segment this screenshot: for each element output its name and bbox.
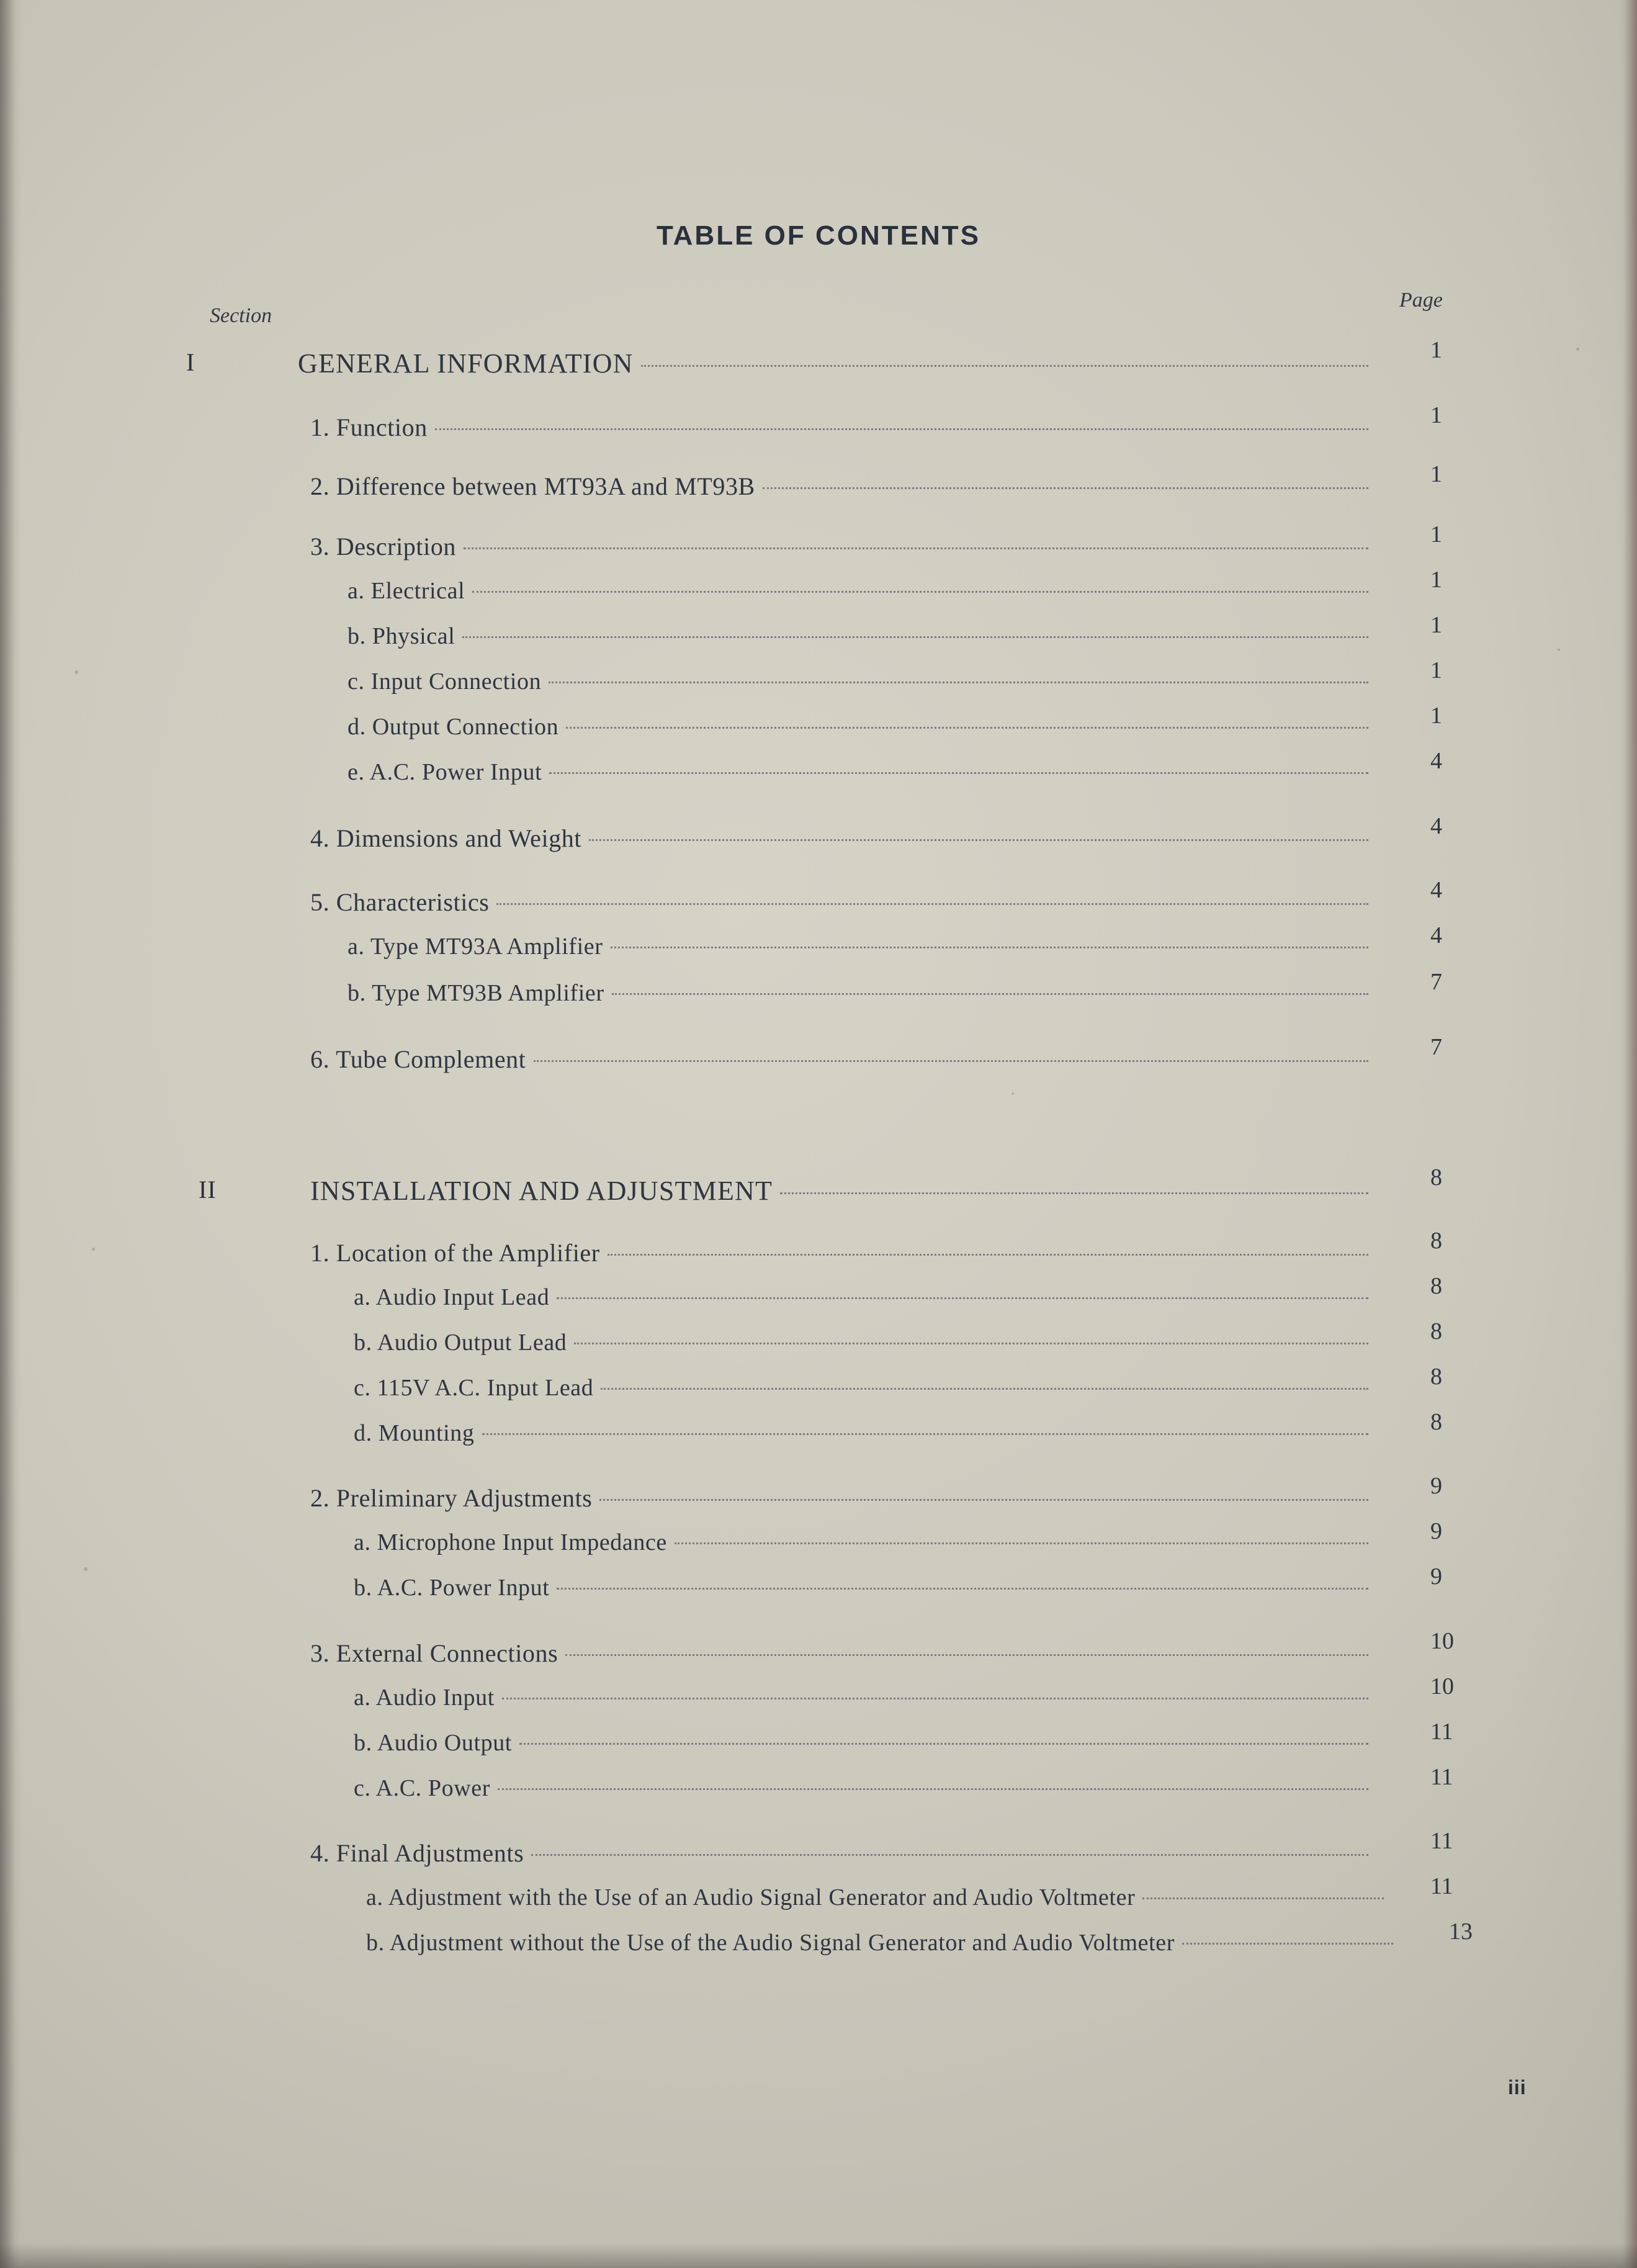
toc-entry[interactable] [310, 1045, 1375, 1074]
toc-entry-page-number: 1 [1430, 337, 1442, 363]
toc-leader-dots [482, 1433, 1368, 1435]
toc-entry-label: GENERAL INFORMATION [298, 348, 634, 379]
toc-leader-dots [763, 487, 1368, 489]
toc-leader-dots [641, 365, 1368, 367]
toc-entry-label: c. 115V A.C. Input Lead [354, 1375, 594, 1401]
toc-entry-label: b. A.C. Power Input [354, 1575, 550, 1601]
toc-leader-dots [496, 903, 1368, 905]
toc-entry-page-number: 1 [1430, 657, 1442, 683]
toc-entry-page-number: 7 [1430, 1034, 1442, 1060]
toc-entry[interactable] [348, 979, 1375, 1007]
toc-entry-page-number: 9 [1430, 1518, 1442, 1544]
toc-entry-label: 4. Final Adjustments [310, 1839, 524, 1867]
toc-entry[interactable] [310, 413, 1375, 442]
toc-leader-dots [557, 1297, 1368, 1299]
toc-leader-dots [612, 993, 1368, 995]
toc-entry[interactable] [354, 1374, 1375, 1402]
toc-entry-page-number: 11 [1430, 1719, 1453, 1745]
toc-entry[interactable] [298, 348, 1375, 379]
toc-entry-page-number: 11 [1430, 1873, 1453, 1899]
toc-entry-page-number: 1 [1430, 461, 1442, 487]
toc-leader-dots [549, 682, 1368, 683]
toc-entry[interactable] [354, 1329, 1375, 1356]
toc-entry-page-number: 9 [1430, 1564, 1442, 1590]
toc-entry[interactable] [348, 933, 1375, 960]
toc-entry-page-number: 1 [1430, 521, 1442, 547]
toc-entry-label: b. Type MT93B Amplifier [348, 980, 604, 1006]
toc-entry-label: b. Audio Output [354, 1730, 512, 1756]
page-title: TABLE OF CONTENTS [657, 220, 980, 251]
toc-leader-dots [611, 947, 1368, 948]
toc-leader-dots [608, 1254, 1368, 1256]
toc-entry-label: a. Microphone Input Impedance [354, 1529, 667, 1555]
toc-entry-page-number: 11 [1430, 1764, 1453, 1790]
toc-leader-dots [557, 1588, 1368, 1590]
page-folio: iii [1508, 2076, 1527, 2099]
toc-entry-label: 1. Function [310, 413, 428, 441]
toc-entry-page-number: 13 [1449, 1919, 1473, 1945]
toc-entry[interactable] [310, 888, 1375, 917]
toc-leader-dots [574, 1343, 1368, 1344]
toc-entry-label: a. Audio Input [354, 1685, 495, 1711]
toc-entry-page-number: 1 [1430, 703, 1442, 729]
toc-entry-page-number: 11 [1430, 1828, 1453, 1854]
toc-leader-dots [498, 1788, 1368, 1790]
toc-leader-dots [534, 1060, 1369, 1062]
toc-entry-label: b. Audio Output Lead [354, 1330, 567, 1356]
toc-entry-label: INSTALLATION AND ADJUSTMENT [310, 1176, 773, 1206]
toc-leader-dots [519, 1743, 1368, 1745]
toc-entry-page-number: 8 [1430, 1164, 1442, 1190]
toc-leader-dots [1142, 1897, 1384, 1899]
toc-entry[interactable] [310, 824, 1375, 853]
toc-leader-dots [566, 727, 1368, 729]
toc-entry[interactable] [354, 1574, 1375, 1601]
toc-leader-dots [472, 591, 1368, 593]
toc-entry-page-number: 8 [1430, 1409, 1442, 1435]
toc-entry-label: 4. Dimensions and Weight [310, 824, 582, 852]
toc-entry[interactable] [310, 1175, 1375, 1207]
toc-entry-page-number: 4 [1430, 813, 1442, 839]
toc-leader-dots [462, 636, 1368, 638]
toc-entry[interactable] [354, 1729, 1375, 1757]
toc-leader-dots [531, 1854, 1368, 1856]
toc-entry-label: d. Output Connection [348, 714, 559, 740]
toc-entry[interactable] [310, 472, 1375, 501]
toc-entry[interactable] [310, 532, 1375, 561]
toc-entry-page-number: 8 [1430, 1364, 1442, 1390]
toc-entry[interactable] [310, 1483, 1375, 1513]
toc-entry[interactable] [354, 1529, 1375, 1556]
toc-entry-page-number: 7 [1430, 969, 1442, 995]
toc-entry[interactable] [366, 1884, 1390, 1911]
toc-entry[interactable] [348, 623, 1375, 650]
toc-entry-label: b. Adjustment without the Use of the Audio Signal Generator and Audio Voltmeter [366, 1930, 1175, 1956]
toc-entry-page-number: 4 [1430, 877, 1442, 903]
toc-section-numeral: II [199, 1176, 217, 1204]
toc-section-numeral: I [186, 348, 195, 376]
toc-entry[interactable] [354, 1684, 1375, 1711]
toc-leader-dots [675, 1542, 1368, 1544]
toc-entry[interactable] [348, 713, 1375, 740]
toc-entry[interactable] [348, 758, 1375, 786]
toc-leader-dots [565, 1654, 1368, 1656]
toc-leader-dots [780, 1192, 1368, 1194]
toc-entry-label: 5. Characteristics [310, 888, 490, 916]
toc-leader-dots [502, 1698, 1368, 1699]
toc-leader-dots [1182, 1943, 1393, 1945]
toc-entry-label: 3. Description [310, 533, 457, 560]
toc-entry-label: a. Audio Input Lead [354, 1284, 550, 1310]
toc-entry[interactable] [310, 1639, 1375, 1668]
toc-entry-page-number: 10 [1430, 1628, 1454, 1654]
toc-entry-page-number: 4 [1430, 922, 1442, 948]
toc-entry-page-number: 1 [1430, 567, 1442, 593]
toc-entry-label: a. Type MT93A Amplifier [348, 934, 603, 960]
toc-entry[interactable] [354, 1420, 1375, 1447]
toc-entry-label: 2. Preliminary Adjustments [310, 1484, 593, 1512]
toc-leader-dots [435, 428, 1368, 430]
toc-leader-dots [464, 547, 1368, 549]
toc-entry-label: a. Adjustment with the Use of an Audio Signal Generator and Audio Voltmeter [366, 1884, 1136, 1910]
toc-entry-page-number: 10 [1430, 1673, 1454, 1699]
toc-leader-dots [549, 772, 1368, 774]
toc-entry-page-number: 9 [1430, 1473, 1442, 1499]
toc-entry-label: b. Physical [348, 623, 455, 649]
column-header-page: Page [1399, 289, 1443, 312]
toc-entry[interactable] [310, 1238, 1375, 1267]
toc-entry[interactable] [348, 577, 1375, 605]
toc-entry-label: e. A.C. Power Input [348, 759, 542, 785]
toc-leader-dots [589, 839, 1368, 841]
toc-entry[interactable] [310, 1838, 1375, 1868]
toc-entry-label: 2. Difference between MT93A and MT93B [310, 472, 755, 500]
toc-entry-page-number: 1 [1430, 612, 1442, 638]
toc-leader-dots [599, 1499, 1368, 1501]
toc-entry-page-number: 8 [1430, 1228, 1442, 1254]
toc-entry-page-number: 1 [1430, 402, 1442, 428]
toc-entry-label: d. Mounting [354, 1420, 475, 1446]
toc-entry-label: 3. External Connections [310, 1639, 558, 1667]
toc-entry-label: c. Input Connection [348, 668, 542, 695]
toc-entry-page-number: 4 [1430, 748, 1442, 774]
toc-entry-label: 1. Location of the Amplifier [310, 1239, 600, 1267]
toc-entry-page-number: 8 [1430, 1318, 1442, 1344]
column-header-section: Section [210, 304, 272, 327]
toc-entry-label: a. Electrical [348, 578, 465, 604]
toc-entry[interactable] [354, 1284, 1375, 1311]
toc-entry-label: 6. Tube Complement [310, 1045, 526, 1073]
toc-entry-page-number: 8 [1430, 1273, 1442, 1299]
toc-entry[interactable] [354, 1775, 1375, 1802]
toc-entry[interactable] [366, 1929, 1399, 1956]
toc-leader-dots [601, 1388, 1368, 1390]
toc-entry-label: c. A.C. Power [354, 1775, 490, 1801]
toc-entry[interactable] [348, 668, 1375, 695]
